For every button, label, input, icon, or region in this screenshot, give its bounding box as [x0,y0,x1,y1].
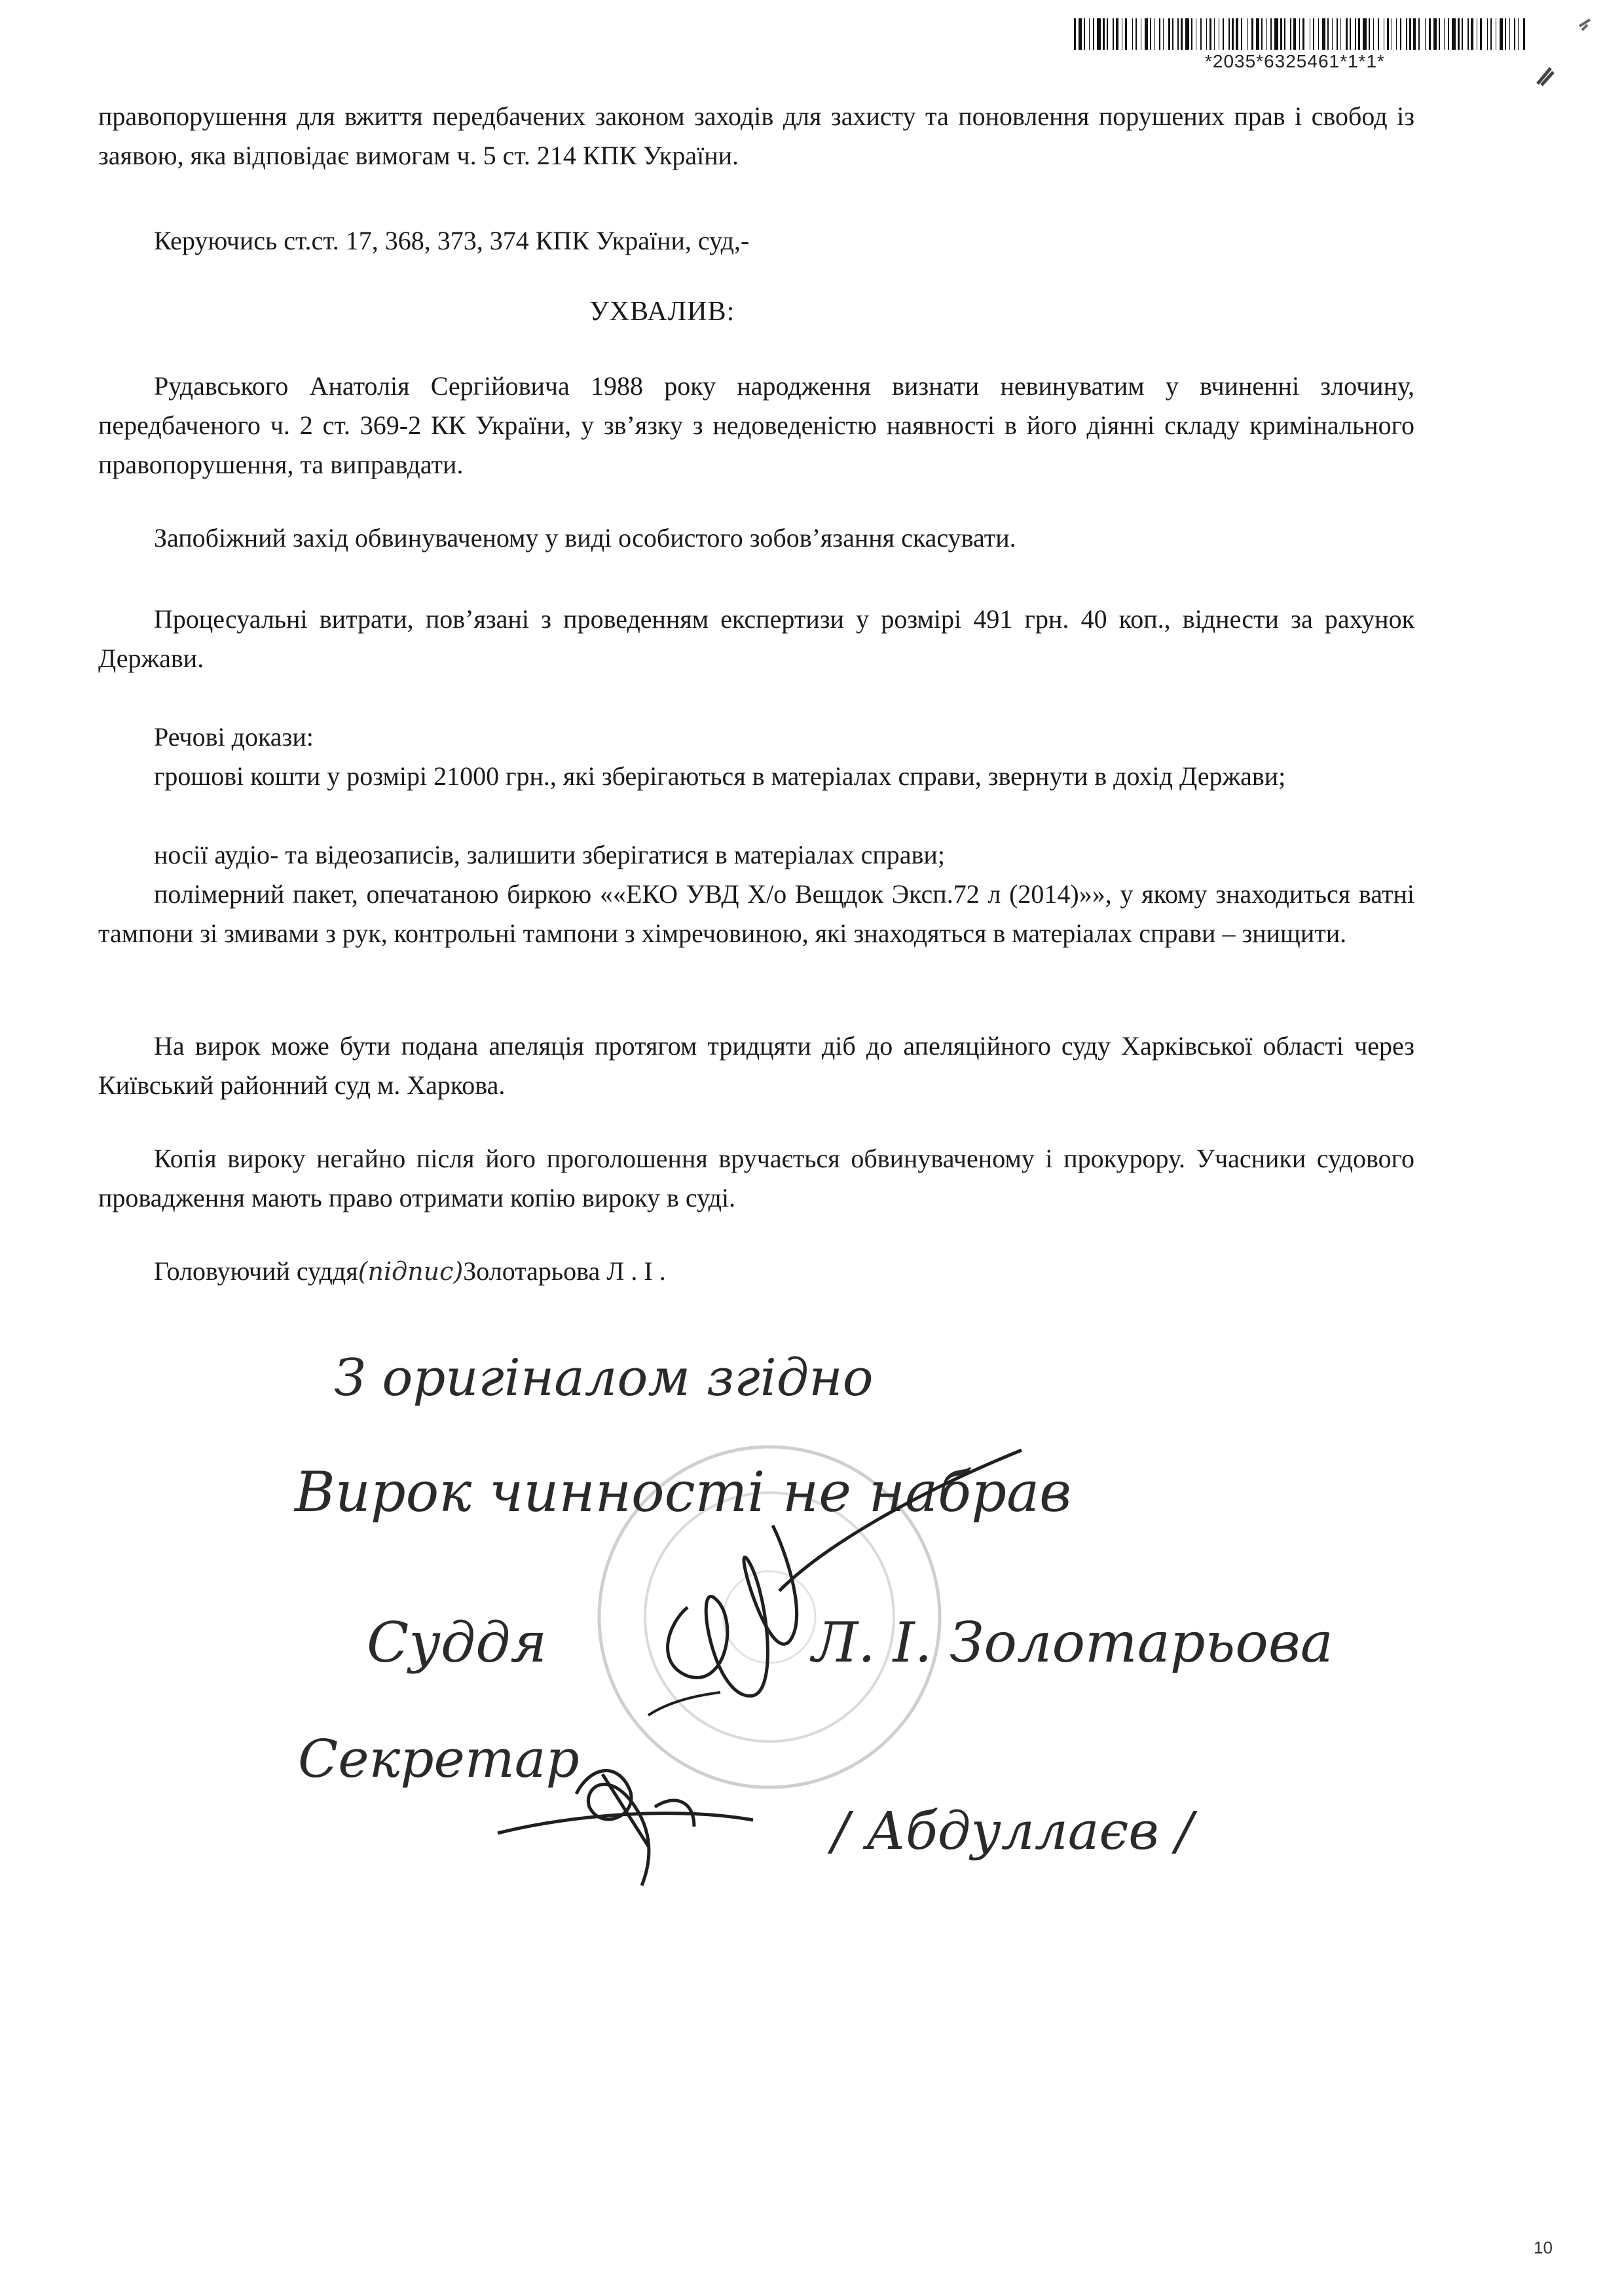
barcode-bar [1256,18,1259,50]
barcode-bar [1387,18,1389,50]
barcode-bar [1163,18,1164,50]
barcode-bar [1097,18,1101,50]
barcode-bar [1181,18,1183,50]
barcode-bar [1103,18,1105,50]
barcode-bar [1373,18,1374,50]
copy-notice-paragraph: Копія вироку негайно після його проголошення вручається обвинуваченому і прокурору. Учасники судового провадження мають право отримати копію вироку в суді. [98,1144,1414,1212]
barcode-bar [1191,18,1192,50]
barcode-bar [1145,18,1148,50]
handwritten-validity-note: Вирок чинності не набрав [295,1460,1072,1524]
barcode-bar [1378,18,1379,50]
barcode-bar [1514,18,1515,50]
costs-paragraph: Процесуальні витрати, пов’язані з проведенням експертизи у розмірі 491 грн. 40 коп., віднести за рахунок Держави. [98,604,1414,673]
appeal-paragraph: На вирок може бути подана апеляція протягом тридцяти діб до апеляційного суду Харківської області через Київський районний суд м. Харкова. [98,1031,1414,1100]
barcode-bar [1396,18,1397,50]
barcode-bar [1409,18,1411,50]
barcode-bar [1433,18,1437,50]
barcode-bar [1241,18,1242,50]
barcode-bar [1302,18,1304,50]
preventive-measure-paragraph: Запобіжний захід обвинуваченому у виді особистого зобов’язання скасувати. [154,523,1016,553]
barcode-bar [1116,18,1118,50]
evidence-heading: Речові докази: [154,722,314,752]
barcode-bar [1452,18,1456,50]
handwritten-judge-label: Суддя [367,1611,547,1675]
barcode-bar [1177,18,1179,50]
barcode-bar [1500,18,1503,50]
barcode-bar [1093,18,1094,50]
handwritten-certification-line: З оригіналом згідно [334,1349,874,1408]
barcode-bar [1293,18,1296,50]
barcode-bar [1214,18,1215,50]
barcode-bar [1172,18,1173,50]
barcode-bar [1185,18,1189,50]
barcode-bar [1074,18,1076,50]
barcode-bar [1467,18,1469,50]
barcode-bar [1084,18,1085,50]
barcode-bar [1270,18,1272,50]
barcode-bar [1299,18,1300,50]
barcode-bar [1209,18,1211,50]
handwritten-secretary-label: Секретар [298,1728,580,1789]
barcode-bar [1280,18,1282,50]
barcode-bar [1236,18,1238,50]
barcode-bar [1490,18,1492,50]
barcode-bar [1274,18,1278,50]
barcode-bar [1154,18,1155,50]
guided-by-line: Керуючись ст.ст. 17, 368, 373, 374 КПК України, суд,- [154,226,750,255]
barcode-bar [1413,18,1416,50]
verdict-paragraph: Рудавського Анатолія Сергійовича 1988 року народження визнати невинуватим у вчиненні злочину, передбаченого ч. 2 ст. 369-2 КК України, у зв’язку з недоведеністю наявності в його діянні складу кримінального правопорушення, та виправдати. [98,371,1414,479]
evidence-item: носії аудіо- та відеозаписів, залишити зберігатися в матеріалах справи; [154,840,945,869]
barcode-bar [1369,18,1370,50]
barcode-bar [1313,18,1314,50]
barcode-bar [1318,18,1319,50]
decision-heading: УХВАЛИВ: [589,297,735,327]
barcode-bar [1168,18,1170,50]
barcode-bar [1358,18,1360,50]
barcode-bar [1327,18,1329,50]
judge-line [154,1252,666,1291]
barcode-bar [1462,18,1463,50]
barcode-bar [1113,18,1114,50]
barcode-bar [1458,18,1460,50]
evidence-item: грошові кошти у розмірі 21000 грн., які зберігаються в матеріалах справи, звернути в дохід Держави; [154,761,1286,791]
page-number: 10 [1534,2238,1553,2257]
judge-signature [668,1525,797,1696]
barcode-bar [1266,18,1267,50]
barcode-bar [1290,18,1291,50]
barcode-bar [1444,18,1445,50]
barcode-bar [1089,18,1090,50]
barcode-bar [1471,18,1473,50]
barcode-text: *2035*6325461*1*1* [1205,51,1385,71]
barcode-bar [1346,18,1348,50]
continuation-paragraph: правопорушення для вжиття передбачених законом заходів для захисту та поновлення порушених прав і свобод із заявою, яка відповідає вимогам ч. 5 ст. 214 КПК України. [98,101,1414,170]
barcode-bar [1363,18,1367,50]
barcode-bar [1505,18,1506,50]
barcode-bar [1355,18,1356,50]
judge-handwritten-note: (підпис) [358,1257,464,1286]
barcode-bar [1251,18,1253,50]
barcode-bar [1150,18,1151,50]
barcode-bar [1332,18,1333,50]
barcode-bar [1247,18,1248,50]
barcode-bar [1322,18,1325,50]
barcode-bar [1232,18,1234,50]
barcode-bar [1079,18,1082,50]
handwritten-secretary-name: / Абдуллаєв / [832,1800,1194,1861]
barcode-bar [1125,18,1127,50]
barcode-bar [1425,18,1426,50]
barcode-bar [1200,18,1202,50]
barcode-bar [1206,18,1207,50]
barcode-bar [1400,18,1401,50]
barcode-bar [1480,18,1482,50]
barcode-bar [1340,18,1341,50]
barcode-bar [1135,18,1137,50]
barcode-bar [1350,18,1351,50]
barcode-bar [1448,18,1449,50]
evidence-item: полімерний пакет, опечатаною биркою ««ЕКО УВД Х/о Вещдок Эксп.72 л (2014)»», у якому знаходиться ватні тампони зі змивами з рук, контрольні тампони з хімречовиною, які знаходяться в матеріалах справи – знищити. [98,879,1414,948]
barcode-bar [1261,18,1263,50]
barcode-bar [1523,18,1525,50]
handwritten-judge-name: Л. І. Золотарьова [812,1611,1333,1675]
barcode-bar [1487,18,1488,50]
barcode-bar [1107,18,1108,50]
barcode-bar [1223,18,1224,50]
barcode-bar [1406,18,1407,50]
barcode-bar [1228,18,1230,50]
judge-label: Головуючий суддя [154,1256,358,1286]
barcode-bar [1439,18,1440,50]
barcode-bar [1429,18,1431,50]
barcode-bar [1284,18,1285,50]
barcode-bar [1418,18,1420,50]
barcode-bar [1132,18,1133,50]
judge-name: Золотарьова Л . І . [463,1256,666,1286]
barcode-bar [1509,18,1510,50]
barcode-bar [1159,18,1160,50]
barcode-bar [1518,18,1519,50]
barcode-bar [1337,18,1338,50]
